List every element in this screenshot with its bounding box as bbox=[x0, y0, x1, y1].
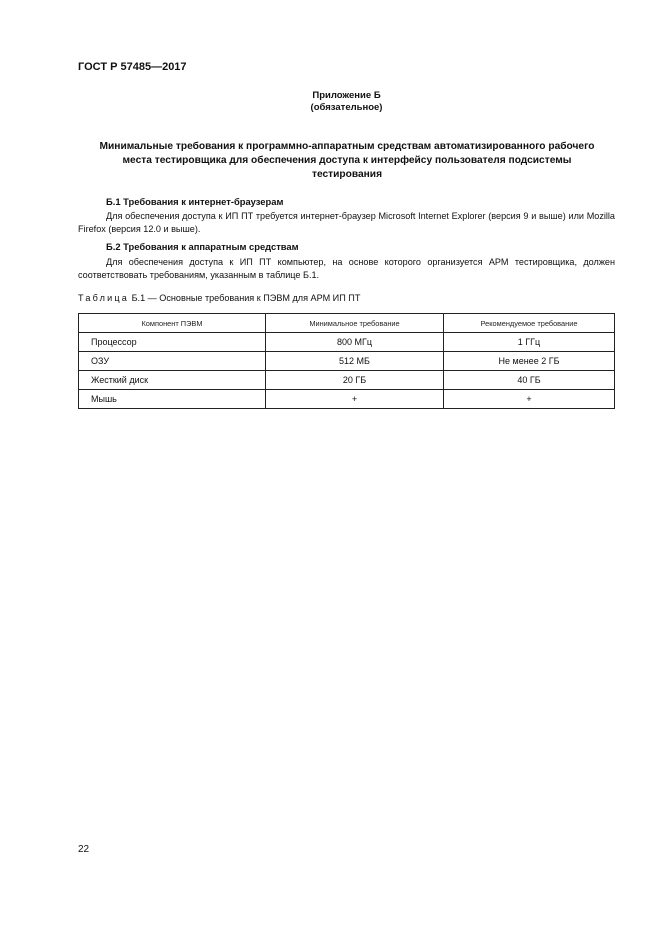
cell-minimum: 20 ГБ bbox=[266, 371, 444, 390]
annex-status: (обязательное) bbox=[310, 102, 383, 113]
section-b1-title: Б.1 Требования к интернет-браузерам bbox=[106, 196, 284, 207]
column-header-minimum: Минимальное требование bbox=[266, 314, 444, 333]
section-b1-text: Для обеспечения доступа к ИП ПТ требуется интернет-браузер Microsoft Internet Explorer (версия 9 и выше) или Mozilla Firefox (версия 12.0 и выше). bbox=[78, 211, 615, 234]
cell-recommended: 1 ГГц bbox=[444, 333, 615, 352]
table-caption-text: Б.1 — Основные требования к ПЭВМ для АРМ ИП ПТ bbox=[129, 293, 361, 303]
table-caption-label: Таблица bbox=[78, 293, 130, 303]
cell-component: Жесткий диск bbox=[79, 371, 266, 390]
cell-component: Мышь bbox=[79, 390, 266, 409]
cell-component: ОЗУ bbox=[79, 352, 266, 371]
table-row bbox=[79, 333, 615, 352]
table-row bbox=[79, 371, 615, 390]
cell-minimum: 800 МГц bbox=[266, 333, 444, 352]
table-header-row bbox=[79, 314, 615, 333]
cell-recommended: Не менее 2 ГБ bbox=[444, 352, 615, 371]
table-caption bbox=[78, 293, 360, 303]
column-header-recommended: Рекомендуемое требование bbox=[444, 314, 615, 333]
table-row bbox=[79, 352, 615, 371]
page-number: 22 bbox=[78, 844, 90, 855]
cell-component: Процессор bbox=[79, 333, 266, 352]
annex-title: Приложение Б bbox=[312, 90, 381, 101]
cell-recommended: 40 ГБ bbox=[444, 371, 615, 390]
section-b2-title: Б.2 Требования к аппаратным средствам bbox=[106, 241, 299, 252]
section-b2-text: Для обеспечения доступа к ИП ПТ компьютер, на основе которого организуется АРМ тестировщика, должен соответствовать требованиям, указанным в таблице Б.1. bbox=[78, 257, 615, 280]
requirements-table bbox=[78, 313, 615, 409]
annex-heading: Минимальные требования к программно-аппаратным средствам автоматизированного рабочего места тестировщика для обеспечения доступа к интерфейсу пользователя подсистемы тестирования bbox=[99, 141, 595, 180]
table-row bbox=[79, 390, 615, 409]
column-header-component: Компонент ПЭВМ bbox=[79, 314, 266, 333]
standard-number: ГОСТ Р 57485—2017 bbox=[78, 61, 187, 73]
cell-minimum: + bbox=[266, 390, 444, 409]
cell-recommended: + bbox=[444, 390, 615, 409]
cell-minimum: 512 МБ bbox=[266, 352, 444, 371]
